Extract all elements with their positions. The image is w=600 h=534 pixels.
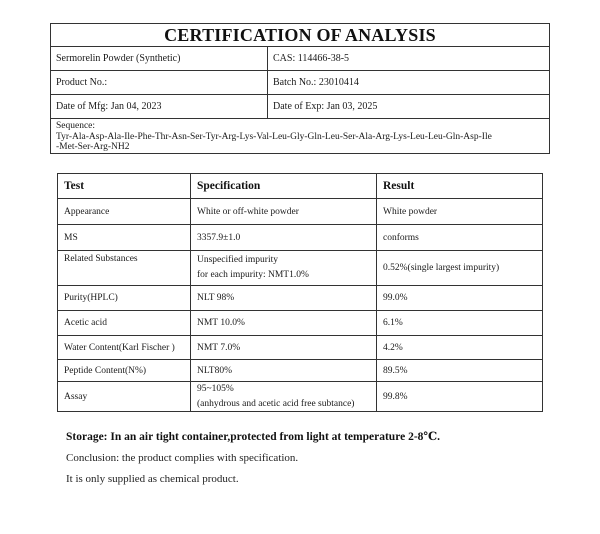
test-name: Peptide Content(N%) (64, 365, 147, 376)
specification-line: Unspecified impurity (197, 255, 278, 265)
test-specification: White or off-white powder (197, 206, 299, 217)
header-specification: Specification (197, 180, 261, 192)
test-specification: NMT 10.0% (197, 318, 245, 328)
table-header-row (58, 174, 542, 198)
product-number: Product No.: (56, 77, 108, 88)
test-specification (191, 382, 376, 412)
test-result: conforms (383, 232, 419, 243)
header-row-product (51, 46, 549, 70)
sequence-label: Sequence: (56, 121, 96, 131)
header-row-sequence (51, 118, 549, 154)
test-name: Acetic acid (64, 318, 107, 328)
header-test: Test (64, 180, 85, 192)
table-row (58, 335, 542, 359)
test-result: 0.52%(single largest impurity) (383, 263, 500, 273)
test-name: Water Content(Karl Fischer ) (64, 342, 175, 353)
test-name: MS (64, 232, 78, 243)
test-result: 6.1% (383, 318, 403, 328)
table-row (58, 285, 542, 310)
date-of-manufacture: Date of Mfg: Jan 04, 2023 (56, 101, 162, 112)
analysis-table (57, 173, 543, 412)
cas-number: CAS: 114466-38-5 (267, 47, 551, 70)
test-name: Assay (64, 392, 88, 402)
sequence-block (56, 121, 546, 153)
test-specification: NLT80% (197, 365, 233, 376)
header-result: Result (383, 180, 415, 192)
test-specification: NLT 98% (197, 293, 235, 303)
test-result: 99.0% (383, 293, 408, 303)
table-row (58, 224, 542, 250)
certificate-title: CERTIFICATION OF ANALYSIS (164, 25, 436, 45)
test-result: White powder (383, 206, 438, 217)
test-result: 89.5% (383, 365, 408, 376)
sequence-line-1: Tyr-Ala-Asp-Ala-Ile-Phe-Thr-Asn-Ser-Tyr-Arg-Lys-Val-Leu-Gly-Gln-Leu-Ser-Ala-Arg-Lys-Leu-Leu-Gln-Asp-Ile (56, 131, 492, 142)
supply-note: It is only supplied as chemical product. (66, 473, 239, 485)
table-row (58, 381, 542, 412)
test-specification (191, 251, 376, 285)
test-name: Purity(HPLC) (64, 293, 118, 303)
certificate-header (50, 23, 550, 154)
test-name: Related Substances (64, 254, 138, 264)
product-name: Sermorelin Powder (Synthetic) (56, 53, 181, 64)
header-row-dates (51, 94, 549, 118)
table-row (58, 359, 542, 381)
specification-line: 95~105% (197, 384, 234, 394)
test-result: 4.2% (383, 342, 403, 353)
test-specification: NMT 7.0% (197, 342, 241, 353)
test-result: 99.8% (383, 392, 408, 402)
sequence-line-2: -Met-Ser-Arg-NH2 (56, 142, 130, 152)
specification-line: (anhydrous and acetic acid free subtance) (197, 399, 355, 409)
batch-number: Batch No.: 23010414 (267, 71, 551, 94)
table-row (58, 250, 542, 285)
table-row (58, 310, 542, 335)
storage-instructions: Storage: In an air tight container,protected from light at temperature 2-8℃. (66, 431, 441, 443)
date-of-expiry: Date of Exp: Jan 03, 2025 (267, 95, 551, 118)
test-specification: 3357.9±1.0 (197, 232, 241, 243)
specification-line: for each impurity: NMT1.0% (197, 270, 309, 280)
test-name: Appearance (64, 206, 110, 217)
conclusion-text: Conclusion: the product complies with specification. (66, 452, 299, 464)
table-row (58, 198, 542, 224)
header-row-batch (51, 70, 549, 94)
